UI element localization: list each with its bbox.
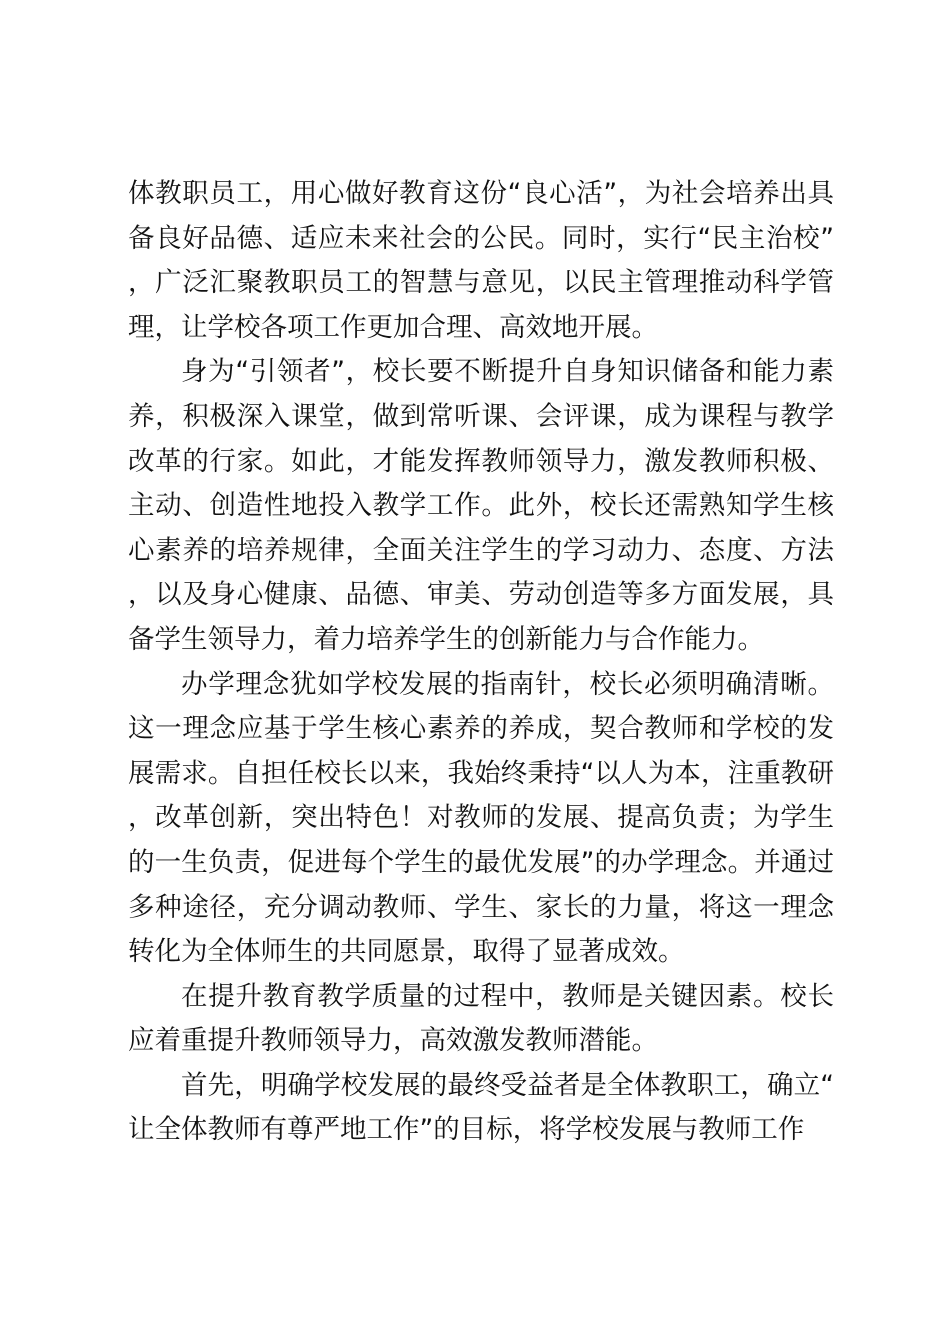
paragraph-5: 首先，明确学校发展的最终受益者是全体教职工，确立“让全体教师有尊严地工作”的目标，将学校发展与教师工作 — [128, 1069, 834, 1146]
paragraph-3: 办学理念犹如学校发展的指南针，校长必须明确清晰。这一理念应基于学生核心素养的养成，契合教师和学校的发展需求。自担任校长以来，我始终秉持“以人为本，注重教研，改革创新，突出特色！对教师的发展、提高负责；为学生的一生负责，促进每个学生的最优发展”的办学理念。并通过多种途径，充分调动教师、学生、家长的力量，将这一理念转化为全体师生的共同愿景，取得了显著成效。 — [128, 668, 834, 968]
paragraph-4: 在提升教育教学质量的过程中，教师是关键因素。校长应着重提升教师领导力，高效激发教师潜能。 — [128, 980, 834, 1057]
paragraph-1: 体教职员工，用心做好教育这份“良心活”，为社会培养出具备良好品德、适应未来社会的公民。同时，实行“民主治校”，广泛汇聚教职员工的智慧与意见，以民主管理推动科学管理，让学校各项工作更加合理、高效地开展。 — [128, 178, 834, 343]
paragraph-2: 身为“引领者”，校长要不断提升自身知识储备和能力素养，积极深入课堂，做到常听课、会评课，成为课程与教学改革的行家。如此，才能发挥教师领导力，激发教师积极、主动、创造性地投入教学工作。此外，校长还需熟知学生核心素养的培养规律，全面关注学生的学习动力、态度、方法，以及身心健康、品德、审美、劳动创造等多方面发展，具备学生领导力，着力培养学生的创新能力与合作能力。 — [128, 356, 834, 655]
document-body — [128, 172, 834, 1153]
